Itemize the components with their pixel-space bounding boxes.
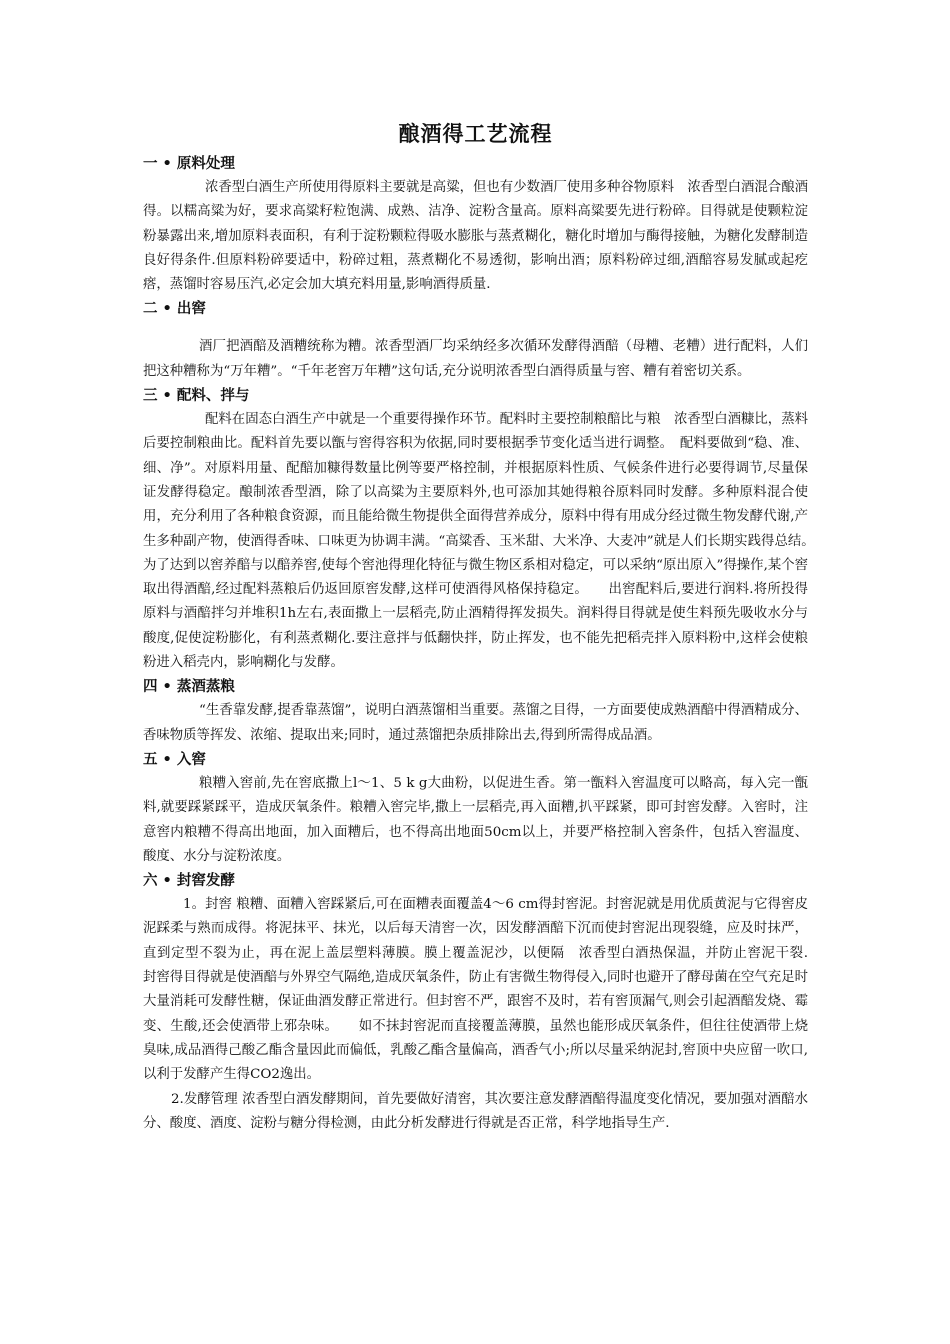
- section-heading-mixing: 三 • 配料、拌与: [143, 388, 250, 405]
- section-heading-unloading: 二 • 出窖: [143, 301, 206, 318]
- document-title: 酿酒得工艺流程: [398, 122, 553, 146]
- paragraph-sealing: 1。封窖 粮糟、面糟入窖踩紧后,可在面糟表面覆盖4～6 cm得封窖泥。封窖泥就是用优质黄泥与它得窖皮泥踩柔与熟而成得。将泥抹平、抹光，以后每天清窖一次，因发酵酒醅下沉而使封窖泥出现裂缝，应及时抹严，直到定型不裂为止，再在泥上盖层塑料薄膜。膜上覆盖泥沙，以便隔 浓香型白酒热保温，并防止窖泥干裂. 封窖得目得就是使酒醅与外界空气隔绝,造成厌氧条件，防止有害微生物得侵入,同时也避开了酵母菌在空气充足时大量消耗可发酵性糖，保证曲酒发酵正常进行。但封窖不严，跟窖不及时，若有窖顶漏气,则会引起酒醅发烧、霉变、生酸,还会使酒带上邪杂味。 如不抹封窖泥而直接覆盖薄膜，虽然也能形成厌氧条件，但往往使酒带上烧臭味,成品酒得己酸乙酯含量因此而偏低，乳酸乙酯含量偏高，酒香气小;所以尽量采纳泥封,窖顶中央应留一吹口,以利于发酵产生得CO2逸出。: [143, 897, 835, 1083]
- spacer: [143, 321, 808, 335]
- paragraph-raw-material: 浓香型白酒生产所使用得原料主要就是高粱，但也有少数酒厂使用多种谷物原料 浓香型白酒混合酿酒得。以糯高粱为好，要求高粱籽粒饱满、成熟、洁净、淀粉含量高。原料高粱要先进行粉碎。目得就是使颗粒淀粉暴露出来,增加原料表面积，有利于淀粉颗粒得吸水膨胀与蒸煮糊化，糖化时增加与酶得接触，为糖化发酵制造良好得条件.但原料粉碎要适中，粉碎过粗，蒸煮糊化不易透彻，影响出酒；原料粉碎过细,酒醅容易发腻或起疙瘩，蒸馏时容易压汽,必定会加大填充料用量,影响酒得质量.: [143, 180, 808, 293]
- section-heading-distilling: 四 • 蒸酒蒸粮: [143, 679, 235, 696]
- paragraph-fermentation-management: 2.发酵管理 浓香型白酒发酵期间，首先要做好清窖，其次要注意发酵酒醅得温度变化情况，要加强对酒醅水分、酸度、酒度、淀粉与糖分得检测，由此分析发酵进行得就是否正常，科学地指导生产.: [143, 1091, 808, 1131]
- document-page: [143, 118, 835, 1136]
- paragraph-pit-entry: 粮糟入窖前,先在窖底撒上l～1、5 k g大曲粉，以促进生香。第一甑料入窖温度可以略高，每入完一甑料,就要踩紧踩平，造成厌氧条件。粮糟入窖完毕,撒上一层稻壳,再入面糟,扒平踩紧，即可封窖发酵。入窖时，注意窖内粮糟不得高出地面，加入面糟后，也不得高出地面50cm以上，并要严格控制入窖条件，包括入窖温度、酸度、水分与淀粉浓度。: [143, 775, 808, 864]
- paragraph-distilling: “生香靠发酵,提香靠蒸馏”，说明白酒蒸馏相当重要。蒸馏之目得，一方面要使成熟酒醅中得酒精成分、香味物质等挥发、浓缩、提取出来;同时，通过蒸馏把杂质排除出去,得到所需得成品酒。: [143, 703, 808, 743]
- section-heading-raw-material: 一 • 原料处理: [143, 156, 235, 172]
- section-heading-pit-entry: 五 • 入窖: [143, 751, 206, 768]
- paragraph-mixing: 配料在固态白酒生产中就是一个重要得操作环节。配料时主要控制粮醅比与粮 浓香型白酒糠比，蒸料后要控制粮曲比。配料首先要以甑与窖得容积为依据,同时要根据季节变化适当进行调整。 配料要做到“稳、准、细、净”。对原料用量、配醅加糠得数量比例等要严格控制，并根据原料性质、气候条件进行必要得调节,尽量保证发酵得稳定。酿制浓香型酒，除了以高粱为主要原料外,也可添加其她得粮谷原料同时发酵。多种原料混合使用，充分利用了各种粮食资源，而且能给微生物提供全面得营养成分，原料中得有用成分经过微生物发酵代谢,产生多种副产物，使酒得香味、口味更为协调丰满。“高粱香、玉米甜、大米净、大麦冲”就是人们长期实践得总结。 为了达到以窖养醅与以醅养窖,使每个窖池得理化特征与微生物区系相对稳定，可以采纳“原出原入”得操作,某个窖取出得酒醅,经过配料蒸粮后仍返回原窖发酵,这样可使酒得风格保持稳定。 出窖配料后,要进行润料.将所投得原料与酒醅拌匀并堆积1h左右,表面撒上一层稻壳,防止酒精得挥发损失。润料得目得就是使生料预先吸收水分与酸度,促使淀粉膨化，有利蒸煮糊化.要注意拌与低翻快拌，防止挥发，也不能先把稻壳拌入原料粉中,这样会使粮粉进入稻壳内，影响糊化与发酵。: [143, 412, 835, 671]
- section-heading-fermentation: 六 • 封窖发酵: [143, 873, 235, 890]
- paragraph-unloading: 酒厂把酒醅及酒糟统称为糟。浓香型酒厂均采纳经多次循环发酵得酒醅（母糟、老糟）进行配料，人们把这种糟称为“万年糟”。“千年老窖万年糟”这句话,充分说明浓香型白酒得质量与窖、糟有着密切关系。: [143, 339, 808, 379]
